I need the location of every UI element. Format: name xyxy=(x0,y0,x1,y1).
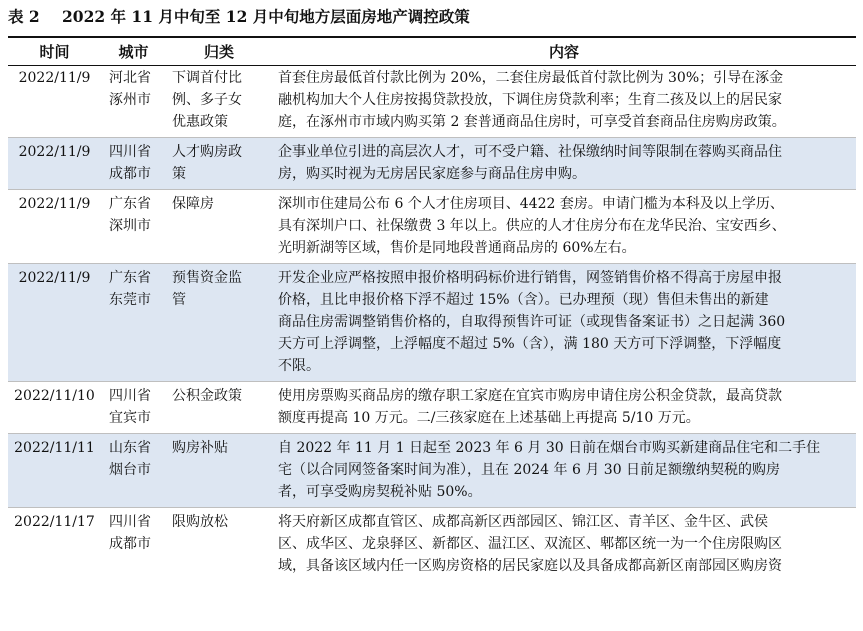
city-line: 烟台市 xyxy=(109,462,151,478)
cell-city xyxy=(101,138,166,190)
cell-date: 2022/11/9 xyxy=(8,66,101,138)
table-row xyxy=(8,508,856,578)
category-line: 保障房 xyxy=(172,196,214,212)
content-line: 深圳市住建局公布 6 个人才住房项目、4422 套房。申请门槛为本科及以上学历、 xyxy=(278,196,784,212)
table-row xyxy=(8,66,856,138)
table-title-text: 2022 年 11 月中旬至 12 月中旬地方层面房地产调控政策 xyxy=(62,7,470,26)
table-row xyxy=(8,190,856,264)
cell-category xyxy=(166,382,272,434)
table-row xyxy=(8,138,856,190)
content-line: 光明新湖等区域，售价是同地段普通商品房的 60%左右。 xyxy=(278,240,636,256)
cell-date: 2022/11/11 xyxy=(8,434,101,508)
cell-date: 2022/11/9 xyxy=(8,190,101,264)
cell-category xyxy=(166,190,272,264)
city-line: 深圳市 xyxy=(109,218,151,234)
category-line: 下调首付比 xyxy=(172,70,242,86)
cell-content xyxy=(272,264,856,382)
content-line: 融机构加大个人住房按揭贷款投放，下调住房贷款利率；生育二孩及以上的居民家 xyxy=(278,92,782,108)
table-title xyxy=(8,4,470,30)
content-line: 开发企业应严格按照申报价格明码标价进行销售，网签销售价格不得高于房屋申报 xyxy=(278,270,782,286)
header-city: 城市 xyxy=(101,37,166,66)
content-line: 额度再提高 10 万元。二/三孩家庭在上述基础上再提高 5/10 万元。 xyxy=(278,410,700,426)
table-row xyxy=(8,434,856,508)
content-line: 区、成华区、龙泉驿区、新都区、温江区、双流区、郫都区统一为一个住房限购区 xyxy=(278,536,782,552)
table-body xyxy=(8,66,856,578)
content-line: 企事业单位引进的高层次人才，可不受户籍、社保缴纳时间等限制在蓉购买商品住 xyxy=(278,144,782,160)
cell-city xyxy=(101,264,166,382)
cell-category xyxy=(166,66,272,138)
category-line: 优惠政策 xyxy=(172,114,228,130)
content-line: 使用房票购买商品房的缴存职工家庭在宜宾市购房申请住房公积金贷款，最高贷款 xyxy=(278,388,782,404)
cell-content xyxy=(272,190,856,264)
cell-content xyxy=(272,138,856,190)
city-line: 广东省 xyxy=(109,196,151,212)
content-line: 商品住房需调整销售价格的，自取得预售许可证（或现售备案证书）之日起满 360 xyxy=(278,314,786,330)
content-line: 房，购买时视为无房居民家庭参与商品住房申购。 xyxy=(278,166,586,182)
city-line: 成都市 xyxy=(109,166,151,182)
cell-content xyxy=(272,66,856,138)
city-line: 成都市 xyxy=(109,536,151,552)
table-header-row xyxy=(8,37,856,66)
cell-city xyxy=(101,66,166,138)
city-line: 河北省 xyxy=(109,70,151,86)
cell-content xyxy=(272,508,856,578)
cell-content xyxy=(272,434,856,508)
policy-table xyxy=(8,36,856,577)
cell-content xyxy=(272,382,856,434)
content-line: 天方可上浮调整，上浮幅度不超过 5%（含），满 180 天方可下浮调整，下浮幅度 xyxy=(278,336,782,352)
header-content: 内容 xyxy=(272,37,856,66)
content-line: 者，可享受购房契税补贴 50%。 xyxy=(278,484,482,500)
category-line: 例、多子女 xyxy=(172,92,242,108)
category-line: 公积金政策 xyxy=(172,388,242,404)
content-line: 自 2022 年 11 月 1 日起至 2023 年 6 月 30 日前在烟台市购买新建商品住宅和二手住 xyxy=(278,440,821,456)
content-line: 不限。 xyxy=(278,358,320,374)
content-line: 将天府新区成都直管区、成都高新区西部园区、锦江区、青羊区、金牛区、武侯 xyxy=(278,514,768,530)
cell-city xyxy=(101,434,166,508)
cell-city xyxy=(101,508,166,578)
table-row xyxy=(8,264,856,382)
content-line: 具有深圳户口、社保缴费 3 年以上。供应的人才住房分布在龙华民治、宝安西乡、 xyxy=(278,218,786,234)
cell-date: 2022/11/9 xyxy=(8,264,101,382)
category-line: 管 xyxy=(172,292,186,308)
cell-category xyxy=(166,264,272,382)
table-number: 表 2 xyxy=(8,7,40,26)
city-line: 宜宾市 xyxy=(109,410,151,426)
cell-city xyxy=(101,190,166,264)
cell-city xyxy=(101,382,166,434)
header-date: 时间 xyxy=(8,37,101,66)
cell-category xyxy=(166,434,272,508)
city-line: 四川省 xyxy=(109,388,151,404)
content-line: 宅（以合同网签备案时间为准），且在 2024 年 6 月 30 日前足额缴纳契税的购房 xyxy=(278,462,781,478)
category-line: 购房补贴 xyxy=(172,440,228,456)
cell-date: 2022/11/9 xyxy=(8,138,101,190)
city-line: 山东省 xyxy=(109,440,151,456)
content-line: 庭，在涿州市市域内购买第 2 套普通商品住房时，可享受首套商品住房购房政策。 xyxy=(278,114,786,130)
cell-category xyxy=(166,508,272,578)
header-category: 归类 xyxy=(166,37,272,66)
city-line: 广东省 xyxy=(109,270,151,286)
cell-date: 2022/11/10 xyxy=(8,382,101,434)
city-line: 东莞市 xyxy=(109,292,151,308)
table-row xyxy=(8,382,856,434)
city-line: 涿州市 xyxy=(109,92,151,108)
cell-date: 2022/11/17 xyxy=(14,514,95,530)
category-line: 限购放松 xyxy=(172,514,228,530)
content-line: 域，具备该区域内任一区购房资格的居民家庭以及具备成都高新区南部园区购房资 xyxy=(278,558,782,574)
content-line: 首套住房最低首付款比例为 20%，二套住房最低首付款比例为 30%；引导在涿金 xyxy=(278,70,784,86)
category-line: 预售资金监 xyxy=(172,270,242,286)
category-line: 人才购房政 xyxy=(172,144,242,160)
content-line: 价格，且比申报价格下浮不超过 15%（含）。已办理预（现）售但未售出的新建 xyxy=(278,292,769,308)
cell-category xyxy=(166,138,272,190)
city-line: 四川省 xyxy=(109,514,151,530)
category-line: 策 xyxy=(172,166,186,182)
city-line: 四川省 xyxy=(109,144,151,160)
